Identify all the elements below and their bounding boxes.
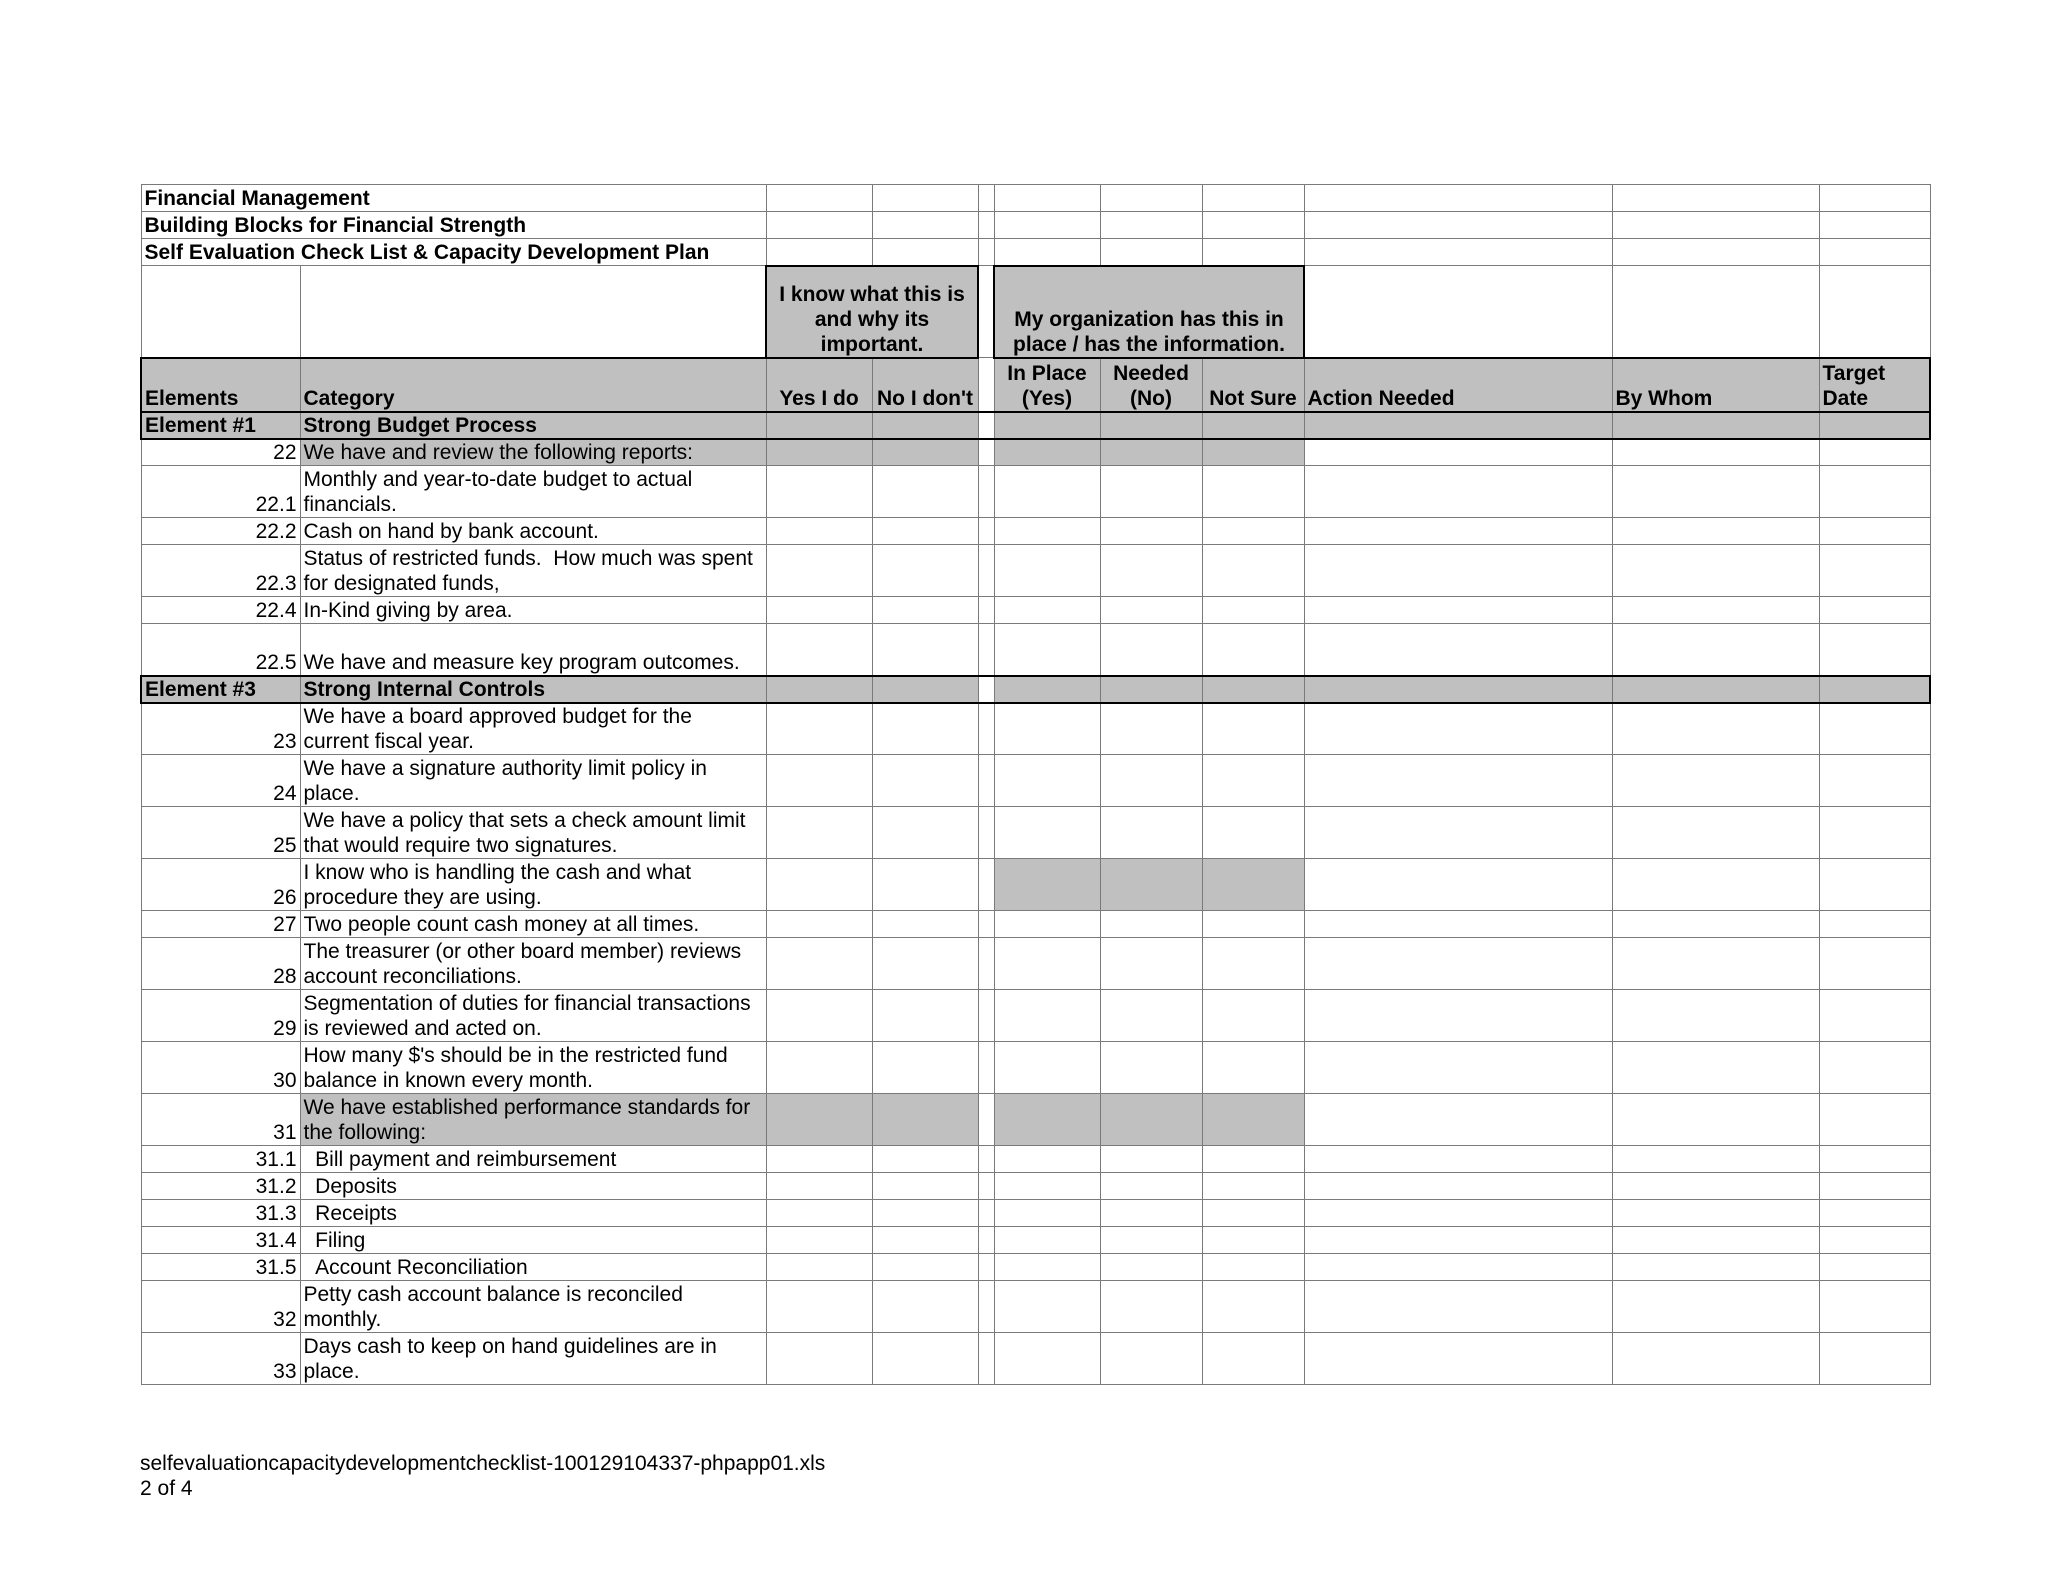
cell-no-i-dont[interactable] [872,624,978,676]
section-category: Strong Internal Controls [300,676,766,703]
cell-no-i-dont[interactable] [872,938,978,990]
cell-needed[interactable] [1100,1094,1202,1146]
cell-target-date[interactable] [1819,1281,1930,1333]
item-number: 31.2 [141,1173,300,1200]
cell-not-sure[interactable] [1202,1281,1304,1333]
cell-yes-i-do[interactable] [766,597,872,624]
cell-target-date[interactable] [1819,990,1930,1042]
item-description: The treasurer (or other board member) reviews account reconciliations. [300,938,766,990]
item-description: We have and review the following reports: [300,439,766,466]
cell-target-date[interactable] [1819,624,1930,676]
cell-no-i-dont[interactable] [872,1281,978,1333]
item-description: Cash on hand by bank account. [300,518,766,545]
cell-by-whom[interactable] [1612,597,1819,624]
cell-not-sure[interactable] [1202,859,1304,911]
cell-action-needed[interactable] [1304,624,1612,676]
cell-target-date[interactable] [1819,1173,1930,1200]
cell-by-whom[interactable] [1612,624,1819,676]
cell-in-place[interactable] [994,1042,1100,1094]
col-in-place: In Place (Yes) [994,358,1100,412]
item-description: Petty cash account balance is reconciled monthly. [300,1281,766,1333]
item-description: How many $'s should be in the restricted fund balance in known every month. [300,1042,766,1094]
checklist-row [141,1254,1930,1281]
item-description: Bill payment and reimbursement [300,1146,766,1173]
cell-yes-i-do[interactable] [766,807,872,859]
item-description: In-Kind giving by area. [300,597,766,624]
item-number: 22.2 [141,518,300,545]
checklist-row [141,518,1930,545]
cell-action-needed[interactable] [1304,755,1612,807]
cell-not-sure[interactable] [1202,466,1304,518]
cell-not-sure[interactable] [1202,911,1304,938]
cell-in-place[interactable] [994,624,1100,676]
checklist-row [141,1333,1930,1385]
cell-by-whom[interactable] [1612,1333,1819,1385]
cell-in-place[interactable] [994,807,1100,859]
cell-no-i-dont[interactable] [872,545,978,597]
cell-not-sure[interactable] [1202,703,1304,755]
cell-no-i-dont[interactable] [872,1333,978,1385]
cell-action-needed[interactable] [1304,545,1612,597]
cell-by-whom[interactable] [1612,439,1819,466]
cell-yes-i-do[interactable] [766,439,872,466]
cell-yes-i-do[interactable] [766,1146,872,1173]
cell-by-whom[interactable] [1612,1281,1819,1333]
col-by-whom: By Whom [1612,358,1819,412]
cell-in-place[interactable] [994,439,1100,466]
cell-by-whom[interactable] [1612,518,1819,545]
cell-needed[interactable] [1100,545,1202,597]
item-number: 31.1 [141,1146,300,1173]
item-description: We have a board approved budget for the current fiscal year. [300,703,766,755]
cell-yes-i-do[interactable] [766,518,872,545]
page-footer [140,1451,825,1501]
cell-action-needed[interactable] [1304,938,1612,990]
cell-no-i-dont[interactable] [872,755,978,807]
cell-action-needed[interactable] [1304,518,1612,545]
cell-not-sure[interactable] [1202,807,1304,859]
cell-in-place[interactable] [994,755,1100,807]
cell-yes-i-do[interactable] [766,859,872,911]
cell-no-i-dont[interactable] [872,1173,978,1200]
cell-by-whom[interactable] [1612,859,1819,911]
cell-not-sure[interactable] [1202,1042,1304,1094]
checklist-row [141,466,1930,518]
item-number: 31.3 [141,1200,300,1227]
cell-action-needed[interactable] [1304,1200,1612,1227]
item-description: Two people count cash money at all times. [300,911,766,938]
cell-target-date[interactable] [1819,1200,1930,1227]
item-description: We have a signature authority limit policy in place. [300,755,766,807]
cell-target-date[interactable] [1819,807,1930,859]
cell-no-i-dont[interactable] [872,1200,978,1227]
checklist-row [141,1227,1930,1254]
group-header-know: I know what this is and why its important. [766,266,978,358]
cell-no-i-dont[interactable] [872,703,978,755]
cell-not-sure[interactable] [1202,755,1304,807]
cell-needed[interactable] [1100,439,1202,466]
col-category: Category [300,358,766,412]
item-number: 31 [141,1094,300,1146]
cell-action-needed[interactable] [1304,1042,1612,1094]
cell-yes-i-do[interactable] [766,938,872,990]
cell-target-date[interactable] [1819,1227,1930,1254]
cell-in-place[interactable] [994,597,1100,624]
cell-needed[interactable] [1100,911,1202,938]
cell-target-date[interactable] [1819,466,1930,518]
cell-not-sure[interactable] [1202,1173,1304,1200]
cell-needed[interactable] [1100,1173,1202,1200]
section-row [141,412,1930,439]
checklist-row [141,859,1930,911]
cell-action-needed[interactable] [1304,859,1612,911]
group-header-organization: My organization has this in place / has the information. [994,266,1304,358]
cell-not-sure[interactable] [1202,1146,1304,1173]
cell-action-needed[interactable] [1304,439,1612,466]
cell-target-date[interactable] [1819,703,1930,755]
cell-target-date[interactable] [1819,938,1930,990]
checklist-row [141,938,1930,990]
item-description: Segmentation of duties for financial transactions is reviewed and acted on. [300,990,766,1042]
cell-needed[interactable] [1100,1227,1202,1254]
cell-yes-i-do[interactable] [766,911,872,938]
cell-no-i-dont[interactable] [872,1254,978,1281]
checklist-row [141,990,1930,1042]
cell-not-sure[interactable] [1202,597,1304,624]
cell-not-sure[interactable] [1202,1094,1304,1146]
cell-not-sure[interactable] [1202,1254,1304,1281]
cell-yes-i-do[interactable] [766,1094,872,1146]
checklist-row [141,545,1930,597]
title-self-evaluation: Self Evaluation Check List & Capacity Development Plan [141,239,766,266]
col-needed: Needed (No) [1100,358,1202,412]
cell-no-i-dont[interactable] [872,859,978,911]
cell-target-date[interactable] [1819,439,1930,466]
checklist-row [141,807,1930,859]
cell-action-needed[interactable] [1304,990,1612,1042]
cell-by-whom[interactable] [1612,1094,1819,1146]
cell-in-place[interactable] [994,859,1100,911]
cell-action-needed[interactable] [1304,1146,1612,1173]
item-number: 27 [141,911,300,938]
cell-by-whom[interactable] [1612,466,1819,518]
cell-action-needed[interactable] [1304,807,1612,859]
cell-target-date[interactable] [1819,911,1930,938]
checklist-row [141,1173,1930,1200]
cell-no-i-dont[interactable] [872,1227,978,1254]
checklist-row [141,755,1930,807]
cell-needed[interactable] [1100,1200,1202,1227]
checklist-row [141,439,1930,466]
item-description: Monthly and year-to-date budget to actual financials. [300,466,766,518]
checklist-row [141,911,1930,938]
item-description: Status of restricted funds. How much was spent for designated funds, [300,545,766,597]
section-category: Strong Budget Process [300,412,766,439]
cell-yes-i-do[interactable] [766,1042,872,1094]
item-description: Receipts [300,1200,766,1227]
item-number: 24 [141,755,300,807]
item-description: Deposits [300,1173,766,1200]
cell-not-sure[interactable] [1202,545,1304,597]
item-number: 22.4 [141,597,300,624]
section-element: Element #1 [141,412,300,439]
cell-not-sure[interactable] [1202,1333,1304,1385]
cell-by-whom[interactable] [1612,1227,1819,1254]
cell-by-whom[interactable] [1612,911,1819,938]
cell-target-date[interactable] [1819,1254,1930,1281]
cell-target-date[interactable] [1819,859,1930,911]
cell-needed[interactable] [1100,1254,1202,1281]
cell-no-i-dont[interactable] [872,439,978,466]
item-description: We have established performance standards for the following: [300,1094,766,1146]
checklist-table [140,184,1931,1385]
cell-action-needed[interactable] [1304,703,1612,755]
group-header-row [141,266,1930,358]
subtitle-row [141,212,1930,239]
cell-target-date[interactable] [1819,1146,1930,1173]
item-description: Filing [300,1227,766,1254]
cell-action-needed[interactable] [1304,466,1612,518]
cell-action-needed[interactable] [1304,1173,1612,1200]
column-header-row [141,358,1930,412]
cell-needed[interactable] [1100,807,1202,859]
item-number: 22.5 [141,624,300,676]
item-number: 31.4 [141,1227,300,1254]
cell-no-i-dont[interactable] [872,990,978,1042]
checklist-row [141,1146,1930,1173]
cell-not-sure[interactable] [1202,518,1304,545]
cell-needed[interactable] [1100,597,1202,624]
col-yes-i-do: Yes I do [766,358,872,412]
cell-target-date[interactable] [1819,755,1930,807]
checklist-row [141,1094,1930,1146]
item-number: 22.3 [141,545,300,597]
cell-no-i-dont[interactable] [872,466,978,518]
cell-by-whom[interactable] [1612,1146,1819,1173]
cell-not-sure[interactable] [1202,990,1304,1042]
checklist-row [141,703,1930,755]
cell-in-place[interactable] [994,911,1100,938]
cell-in-place[interactable] [994,1227,1100,1254]
footer-page-number: 2 of 4 [140,1477,193,1500]
cell-yes-i-do[interactable] [766,1281,872,1333]
item-description: I know who is handling the cash and what procedure they are using. [300,859,766,911]
cell-by-whom[interactable] [1612,755,1819,807]
footer-filename: selfevaluationcapacitydevelopmentchecklist-100129104337-phpapp01.xls [140,1452,826,1475]
cell-in-place[interactable] [994,938,1100,990]
cell-yes-i-do[interactable] [766,1200,872,1227]
cell-in-place[interactable] [994,466,1100,518]
cell-needed[interactable] [1100,859,1202,911]
cell-by-whom[interactable] [1612,1254,1819,1281]
cell-action-needed[interactable] [1304,1094,1612,1146]
item-number: 22.1 [141,466,300,518]
cell-target-date[interactable] [1819,1042,1930,1094]
col-no-i-dont: No I don't [872,358,978,412]
cell-yes-i-do[interactable] [766,466,872,518]
cell-action-needed[interactable] [1304,911,1612,938]
cell-needed[interactable] [1100,518,1202,545]
cell-by-whom[interactable] [1612,938,1819,990]
item-number: 30 [141,1042,300,1094]
item-description: We have a policy that sets a check amount limit that would require two signatures. [300,807,766,859]
cell-yes-i-do[interactable] [766,990,872,1042]
cell-in-place[interactable] [994,1254,1100,1281]
col-not-sure: Not Sure [1202,358,1304,412]
subtitle-row-2 [141,239,1930,266]
checklist-row [141,1200,1930,1227]
cell-no-i-dont[interactable] [872,597,978,624]
item-number: 26 [141,859,300,911]
cell-by-whom[interactable] [1612,1200,1819,1227]
cell-in-place[interactable] [994,1094,1100,1146]
item-number: 23 [141,703,300,755]
cell-no-i-dont[interactable] [872,518,978,545]
item-number: 29 [141,990,300,1042]
cell-needed[interactable] [1100,755,1202,807]
cell-needed[interactable] [1100,624,1202,676]
col-elements: Elements [141,358,300,412]
cell-action-needed[interactable] [1304,1281,1612,1333]
cell-by-whom[interactable] [1612,1042,1819,1094]
item-number: 33 [141,1333,300,1385]
item-description: Days cash to keep on hand guidelines are in place. [300,1333,766,1385]
cell-by-whom[interactable] [1612,807,1819,859]
cell-action-needed[interactable] [1304,1254,1612,1281]
col-target-date: Target Date [1819,358,1930,412]
cell-needed[interactable] [1100,466,1202,518]
cell-no-i-dont[interactable] [872,807,978,859]
cell-needed[interactable] [1100,1146,1202,1173]
cell-needed[interactable] [1100,1281,1202,1333]
cell-target-date[interactable] [1819,597,1930,624]
item-number: 25 [141,807,300,859]
checklist-row [141,597,1930,624]
cell-yes-i-do[interactable] [766,1254,872,1281]
item-description: Account Reconciliation [300,1254,766,1281]
cell-yes-i-do[interactable] [766,755,872,807]
item-number: 32 [141,1281,300,1333]
cell-in-place[interactable] [994,990,1100,1042]
cell-needed[interactable] [1100,1042,1202,1094]
cell-yes-i-do[interactable] [766,624,872,676]
cell-target-date[interactable] [1819,518,1930,545]
checklist-row [141,1281,1930,1333]
title-row [141,185,1930,212]
cell-not-sure[interactable] [1202,938,1304,990]
cell-not-sure[interactable] [1202,439,1304,466]
cell-in-place[interactable] [994,1281,1100,1333]
cell-action-needed[interactable] [1304,1333,1612,1385]
cell-in-place[interactable] [994,1200,1100,1227]
cell-action-needed[interactable] [1304,1227,1612,1254]
cell-in-place[interactable] [994,1173,1100,1200]
section-row [141,676,1930,703]
cell-in-place[interactable] [994,518,1100,545]
cell-in-place[interactable] [994,703,1100,755]
cell-in-place[interactable] [994,1146,1100,1173]
cell-by-whom[interactable] [1612,545,1819,597]
item-description: We have and measure key program outcomes. [300,624,766,676]
cell-no-i-dont[interactable] [872,1146,978,1173]
cell-by-whom[interactable] [1612,703,1819,755]
cell-yes-i-do[interactable] [766,1333,872,1385]
cell-needed[interactable] [1100,1333,1202,1385]
cell-not-sure[interactable] [1202,624,1304,676]
cell-not-sure[interactable] [1202,1227,1304,1254]
cell-in-place[interactable] [994,545,1100,597]
cell-needed[interactable] [1100,938,1202,990]
cell-needed[interactable] [1100,703,1202,755]
cell-by-whom[interactable] [1612,1173,1819,1200]
cell-target-date[interactable] [1819,1333,1930,1385]
title-building-blocks: Building Blocks for Financial Strength [141,212,766,239]
cell-in-place[interactable] [994,1333,1100,1385]
checklist-row [141,1042,1930,1094]
cell-target-date[interactable] [1819,1094,1930,1146]
title-financial-management: Financial Management [141,185,766,212]
item-number: 22 [141,439,300,466]
cell-yes-i-do[interactable] [766,545,872,597]
col-action-needed: Action Needed [1304,358,1612,412]
cell-not-sure[interactable] [1202,1200,1304,1227]
cell-target-date[interactable] [1819,545,1930,597]
cell-yes-i-do[interactable] [766,1173,872,1200]
cell-needed[interactable] [1100,990,1202,1042]
checklist-row [141,624,1930,676]
item-number: 28 [141,938,300,990]
cell-yes-i-do[interactable] [766,1227,872,1254]
cell-no-i-dont[interactable] [872,911,978,938]
section-element: Element #3 [141,676,300,703]
cell-action-needed[interactable] [1304,597,1612,624]
cell-by-whom[interactable] [1612,990,1819,1042]
item-number: 31.5 [141,1254,300,1281]
cell-no-i-dont[interactable] [872,1094,978,1146]
cell-yes-i-do[interactable] [766,703,872,755]
cell-no-i-dont[interactable] [872,1042,978,1094]
